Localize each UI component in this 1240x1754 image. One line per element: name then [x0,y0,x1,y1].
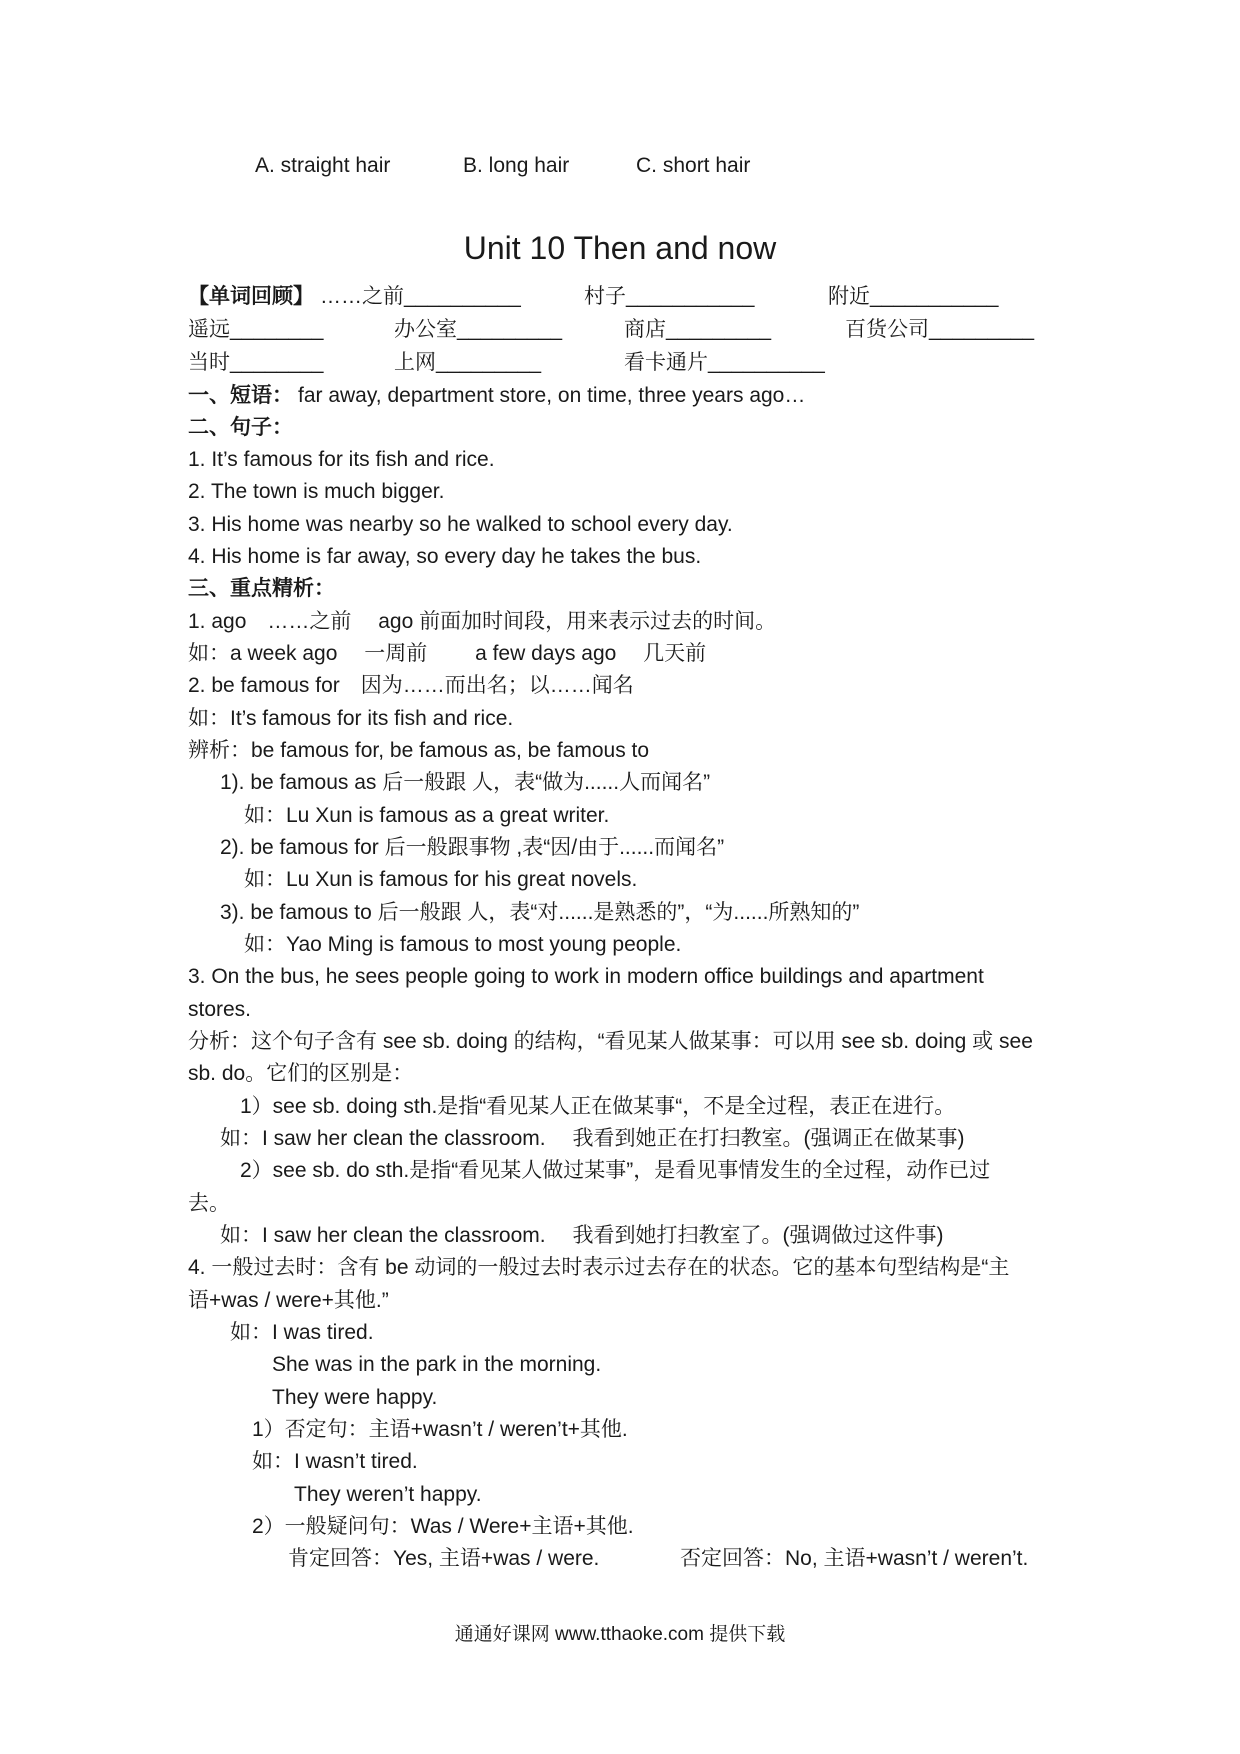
vocab-item: 百货公司_________ [845,318,1035,341]
sentences-label: 二、句子： [188,416,293,439]
analysis-line: 如：It’s famous for its fish and rice. [188,707,514,730]
analysis-line: 去。 [188,1192,230,1215]
analysis-line: 3). be famous to 后一般跟 人，表“对......是熟悉的”，“为......所熟知的” [220,901,860,924]
analysis-line: 如：Yao Ming is famous to most young people. [244,933,682,956]
vocab-item: ……之前__________ [320,285,521,308]
analysis-line: 如：I saw her clean the classroom. 我看到她正在打扫教室。(强调正在做某事) [220,1127,965,1150]
sentence-item: 4. His home is far away, so every day he takes the bus. [188,545,702,568]
analysis-line: 2). be famous for 后一般跟事物 ,表“因/由于......而闻名” [220,836,725,859]
analysis-line: She was in the park in the morning. [272,1353,602,1376]
page-title: Unit 10 Then and now [463,230,777,266]
vocab-item: 遥远________ [188,318,324,341]
analysis-line: They were happy. [272,1386,438,1409]
sentence-item: 2. The town is much bigger. [188,480,445,503]
analysis-line: 如：I saw her clean the classroom. 我看到她打扫教室了。(强调做过这件事) [220,1224,944,1247]
analysis-line: 2）一般疑问句：Was / Were+主语+其他. [252,1515,634,1538]
analysis-line: 2. be famous for 因为……而出名；以……闻名 [188,674,634,697]
analysis-line: 如：a week ago 一周前 a few days ago 几天前 [188,642,707,665]
analysis-line: 1）see sb. doing sth.是指“看见某人正在做某事“，不是全过程，表正在进行。 [240,1095,956,1118]
analysis-line: 3. On the bus, he sees people going to work in modern office buildings and apartment [188,965,984,988]
option-b: B. long hair [463,154,570,177]
option-a: A. straight hair [255,154,391,177]
analysis-line: 如：I was tired. [230,1321,374,1344]
analysis-line: 1. ago ……之前 ago 前面加时间段，用来表示过去的时间。 [188,610,777,633]
analysis-line: 肯定回答：Yes, 主语+was / were. [288,1547,600,1570]
option-c: C. short hair [636,154,751,177]
analysis-line: 4. 一般过去时：含有 be 动词的一般过去时表示过去存在的状态。它的基本句型结构是“主 [188,1256,1010,1279]
analysis-line: 分析：这个句子含有 see sb. doing 的结构，“看见某人做某事：可以用 see sb. doing 或 see [188,1030,1033,1053]
vocab-item: 看卡通片__________ [624,351,825,374]
analysis-line: sb. do。它们的区别是： [188,1062,414,1085]
analysis-line: They weren’t happy. [294,1483,482,1506]
analysis-line: 1）否定句：主语+wasn’t / weren’t+其他. [252,1418,628,1441]
vocab-item: 附近___________ [828,285,999,308]
analysis-line: 辨析：be famous for, be famous as, be famous to [188,739,650,762]
vocab-item: 上网_________ [394,351,542,374]
analysis-line: 1). be famous as 后一般跟 人，表“做为......人而闻名” [220,771,711,794]
analysis-line: 如：I wasn’t tired. [252,1450,418,1473]
analysis-label: 三、重点精析： [188,577,335,600]
vocab-item: 村子___________ [584,285,755,308]
vocab-item: 当时________ [188,351,324,374]
analysis-line: stores. [188,998,252,1021]
phrases-text: far away, department store, on time, three years ago… [298,384,806,407]
sentence-item: 3. His home was nearby so he walked to school every day. [188,513,733,536]
vocab-item: 商店_________ [624,318,772,341]
footer-credit: 通通好课网 www.tthaoke.com 提供下载 [454,1624,786,1645]
analysis-line: 2）see sb. do sth.是指“看见某人做过某事”，是看见事情发生的全过程，动作已过 [240,1159,991,1182]
vocab-header: 【单词回顾】 [188,285,314,308]
analysis-line: 如：Lu Xun is famous for his great novels. [244,868,638,891]
vocab-item: 办公室_________ [394,318,563,341]
analysis-line: 语+was / were+其他.” [188,1289,389,1312]
phrases-label: 一、短语： [188,384,293,407]
analysis-line: 如：Lu Xun is famous as a great writer. [244,804,610,827]
analysis-line: 否定回答：No, 主语+wasn’t / weren’t. [680,1547,1029,1570]
sentence-item: 1. It’s famous for its fish and rice. [188,448,495,471]
